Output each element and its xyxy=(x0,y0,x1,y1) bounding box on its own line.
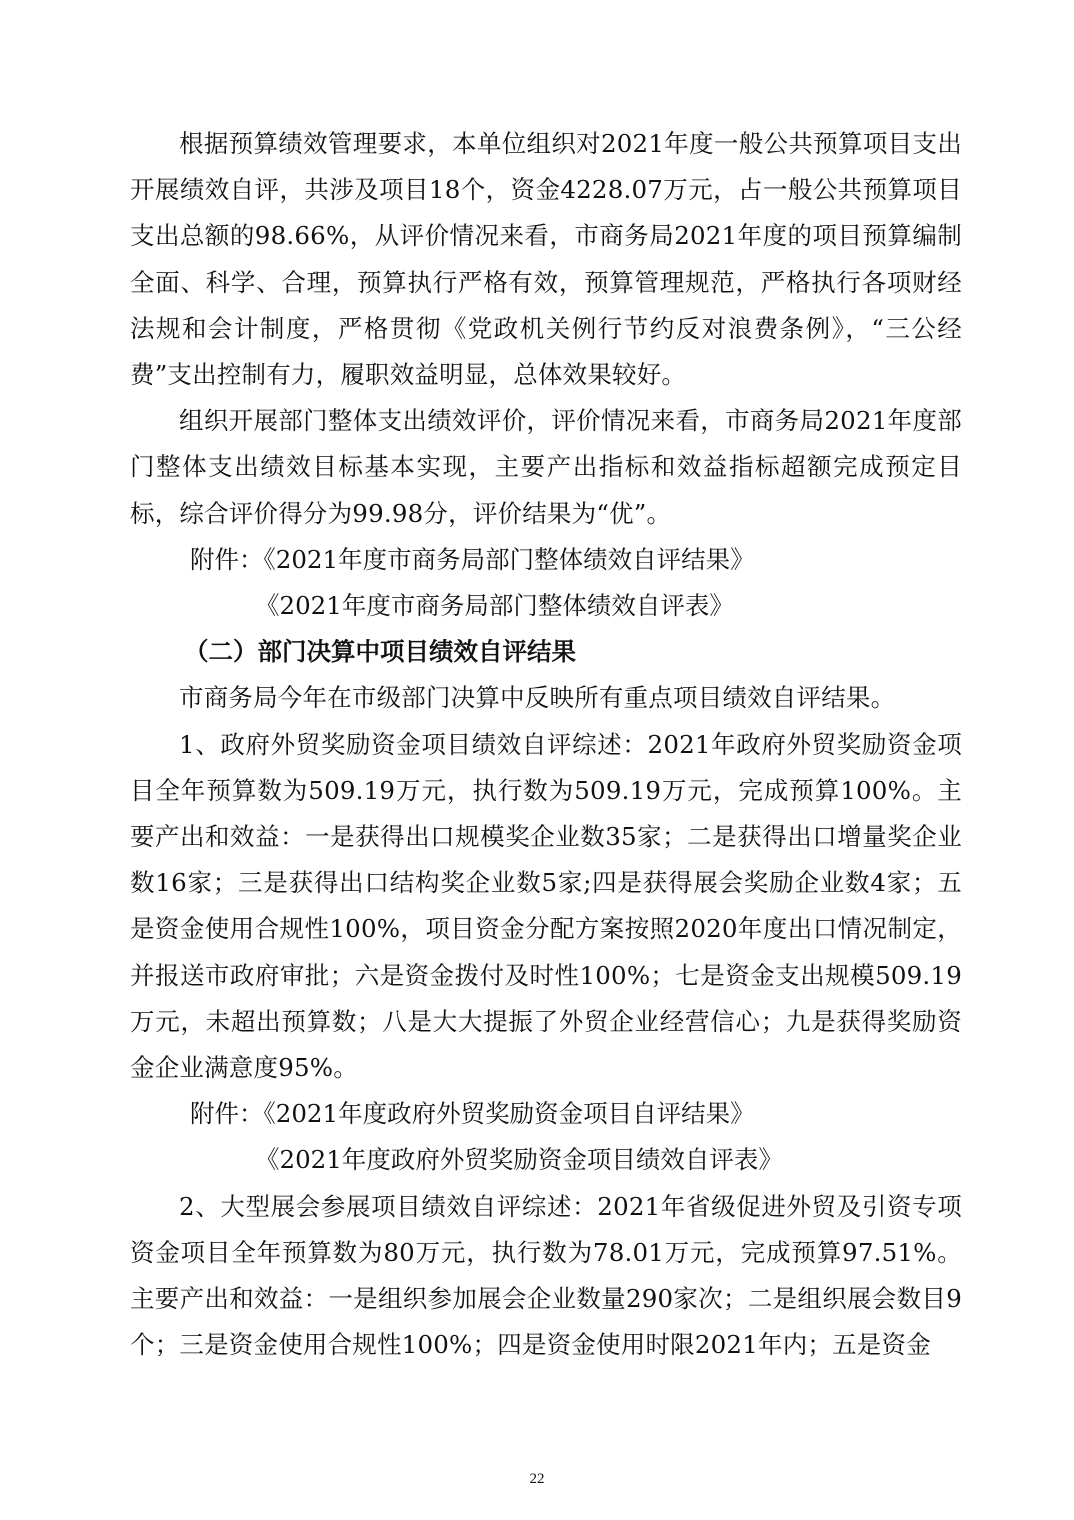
paragraph-project-results-intro: 市商务局今年在市级部门决算中反映所有重点项目绩效自评结果。 xyxy=(179,683,896,713)
paragraph-budget-self-evaluation: 根据预算绩效管理要求，本单位组织对2021年度一般公共预算项目支出开展绩效自评，共涉及项目18个，资金4228.07万元，占一般公共预算项目支出总额的98.66%，从评价情况来看，市商务局2021年度的项目预算编制全面、科学、合理，预算执行严格有效，预算管理规范，严格执行各项财经法规和会计制度，严格贯彻《党政机关例行节约反对浪费条例》，“三公经费”支出控制有力，履职效益明显，总体效果较好。 xyxy=(130,129,962,390)
document-body xyxy=(130,121,962,1368)
attachment-trade-reward-table: 《2021年度政府外贸奖励资金项目绩效自评表》 xyxy=(255,1145,783,1175)
attachment-department-table: 《2021年度市商务局部门整体绩效自评表》 xyxy=(255,591,734,621)
attachment-department-result: 附件：《2021年度市商务局部门整体绩效自评结果》 xyxy=(190,544,755,574)
page-number: 22 xyxy=(529,1471,545,1487)
attachment-trade-reward-result: 附件：《2021年度政府外贸奖励资金项目自评结果》 xyxy=(190,1099,755,1129)
paragraph-department-evaluation: 组织开展部门整体支出绩效评价，评价情况来看，市商务局2021年度部门整体支出绩效目标基本实现，主要产出指标和效益指标超额完成预定目标，综合评价得分为99.98分，评价结果为“优”。 xyxy=(130,406,962,528)
section-heading: （二）部门决算中项目绩效自评结果 xyxy=(184,637,576,667)
paragraph-exhibition-project: 2、大型展会参展项目绩效自评综述：2021年省级促进外贸及引资专项资金项目全年预算数为80万元，执行数为78.01万元，完成预算97.51%。主要产出和效益：一是组织参加展会企业数量290家次；二是组织展会数目9个；三是资金使用合规性100%；四是资金使用时限2021年内；五是资金 xyxy=(130,1191,962,1360)
paragraph-foreign-trade-reward: 1、政府外贸奖励资金项目绩效自评综述：2021年政府外贸奖励资金项目全年预算数为509.19万元，执行数为509.19万元，完成预算100%。主要产出和效益：一是获得出口规模奖企业数35家；二是获得出口增量奖企业数16家；三是获得出口结构奖企业数5家;四是获得展会奖励企业数4家；五是资金使用合规性100%，项目资金分配方案按照2020年度出口情况制定，并报送市政府审批；六是资金拨付及时性100%；七是资金支出规模509.19万元，未超出预算数；八是大大提振了外贸企业经营信心；九是获得奖励资金企业满意度95%。 xyxy=(130,729,962,1083)
